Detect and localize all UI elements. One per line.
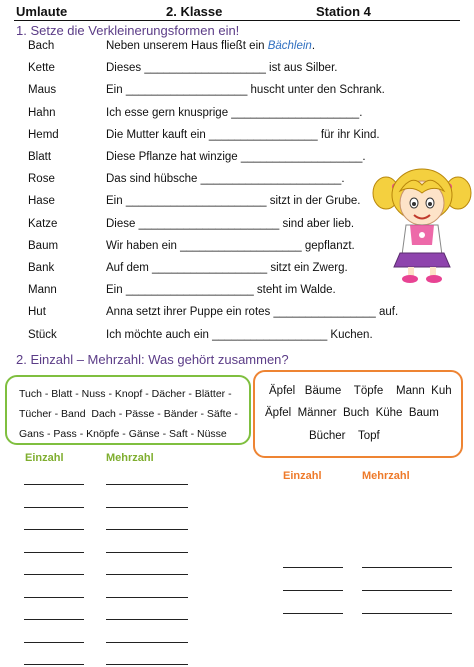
sentence-text: Anna setzt ihrer Puppe ein rotes ________________ auf. [106, 306, 399, 319]
singular-plural-word-box-orange [253, 370, 463, 458]
orange-box-line: Äpfel Bäume Töpfe Mann Kuh [269, 385, 452, 397]
sentence[interactable] [106, 107, 362, 119]
base-word: Hase [28, 195, 55, 208]
answer-line[interactable] [24, 529, 84, 530]
answer-line[interactable] [362, 567, 452, 568]
base-word: Rose [28, 173, 55, 186]
exercise-row [28, 62, 448, 76]
sentence[interactable] [106, 218, 354, 230]
sentence-end: . [311, 40, 316, 52]
green-box-line: Tuch - Blatt - Nuss - Knopf - Dächer - Blätter - [19, 388, 232, 400]
green-box-line: Tücher - Band Dach - Pässe - Bänder - Säfte - [19, 408, 238, 420]
sentence[interactable] [106, 195, 360, 207]
sentence-text: Auf dem __________________ sitzt ein Zwerg. [106, 262, 348, 274]
sentence-text: Ein ____________________ steht im Walde. [106, 284, 336, 297]
sentence-text: Das sind hübsche ______________________. [106, 173, 345, 186]
sentence[interactable] [106, 151, 366, 163]
header-station: Station 4 [316, 4, 371, 19]
section2-title: 2. Einzahl – Mehrzahl: Was gehört zusammen? [16, 352, 289, 367]
answer-line[interactable] [106, 597, 188, 598]
orange-box-line: Äpfel Männer Buch Kühe Baum [265, 407, 439, 419]
sentence-text: Ein ______________________ sitzt in der Grube. [106, 195, 361, 208]
exercise-row [28, 84, 448, 98]
answer-line[interactable] [24, 552, 84, 553]
answer-line[interactable] [106, 619, 188, 620]
answer-line[interactable] [106, 552, 188, 553]
answer-line[interactable] [283, 613, 343, 614]
base-word: Katze [28, 217, 58, 230]
sentence[interactable] [106, 62, 337, 74]
sentence-text: Die Mutter kauft ein _________________ für ihr Kind. [106, 128, 380, 141]
sentence[interactable] [106, 284, 336, 296]
answer-line[interactable] [283, 567, 343, 568]
answer-line[interactable] [106, 664, 188, 665]
answer-line[interactable] [106, 507, 188, 508]
header-grade: 2. Klasse [166, 4, 223, 19]
exercise-row [28, 151, 448, 165]
worksheet-header [14, 2, 460, 21]
orange-box-line: Bücher Topf [309, 430, 380, 442]
sentence-text: Ich esse gern knusprige ____________________. [106, 106, 363, 119]
header-topic: Umlaute [16, 4, 68, 19]
left-mehrzahl-label: Mehrzahl [106, 452, 154, 464]
base-word: Bach [28, 40, 55, 52]
right-einzahl-label: Einzahl [283, 470, 322, 482]
exercise-row [28, 129, 448, 143]
sentence-text: Diese Pflanze hat winzige ___________________. [106, 151, 366, 163]
sentence[interactable] [106, 306, 398, 318]
sentence-text: Ich möchte auch ein __________________ Kuchen. [106, 328, 373, 341]
answer-line[interactable] [106, 642, 188, 643]
sentence-text: Wir haben ein ___________________ gepflanzt. [106, 239, 355, 252]
base-word: Baum [28, 239, 59, 252]
exercise-row [28, 306, 448, 320]
sentence[interactable] [106, 173, 345, 185]
green-box-line: Gans - Pass - Knöpfe - Gänse - Saft - Nüsse [19, 428, 227, 440]
answer-line[interactable] [362, 613, 452, 614]
answer-line[interactable] [24, 619, 84, 620]
base-word: Hemd [28, 128, 59, 141]
exercise-row [28, 107, 448, 121]
sentence[interactable] [106, 129, 380, 141]
base-word: Maus [28, 84, 57, 97]
sentence[interactable] [106, 262, 348, 274]
girl-illustration [372, 165, 472, 285]
exercise-row [28, 329, 448, 343]
base-word: Bank [28, 262, 55, 274]
sentence[interactable] [106, 40, 315, 52]
sentence[interactable] [106, 84, 385, 96]
sentence[interactable] [106, 329, 373, 341]
answer-line[interactable] [362, 590, 452, 591]
sentence-text: Diese ______________________ sind aber lieb. [106, 217, 355, 230]
answer-line[interactable] [24, 597, 84, 598]
answer-line[interactable] [106, 484, 188, 485]
answer-line[interactable] [24, 574, 84, 575]
sentence-text: Ein ___________________ huscht unter den Schrank. [106, 84, 385, 97]
singular-plural-word-box-green [5, 375, 251, 445]
base-word: Blatt [28, 151, 52, 163]
answer-line[interactable] [24, 484, 84, 485]
section1-title: 1. Setze die Verkleinerungsformen ein! [16, 23, 240, 38]
example-answer: Bächlein [267, 40, 312, 52]
answer-line[interactable] [106, 574, 188, 575]
sentence-text: Neben unserem Haus fließt ein [106, 40, 268, 52]
answer-line[interactable] [283, 590, 343, 591]
answer-line[interactable] [24, 664, 84, 665]
base-word: Stück [28, 328, 57, 341]
base-word: Kette [28, 62, 55, 75]
answer-line[interactable] [106, 529, 188, 530]
answer-line[interactable] [24, 507, 84, 508]
right-mehrzahl-label: Mehrzahl [362, 470, 410, 482]
base-word: Hahn [28, 106, 56, 119]
base-word: Mann [28, 284, 57, 297]
answer-line[interactable] [24, 642, 84, 643]
base-word: Hut [28, 306, 46, 319]
sentence[interactable] [106, 240, 355, 252]
sentence-text: Dieses ___________________ ist aus Silber. [106, 62, 338, 75]
exercise-row [28, 40, 448, 54]
exercise-row [28, 284, 448, 298]
left-einzahl-label: Einzahl [25, 452, 64, 464]
